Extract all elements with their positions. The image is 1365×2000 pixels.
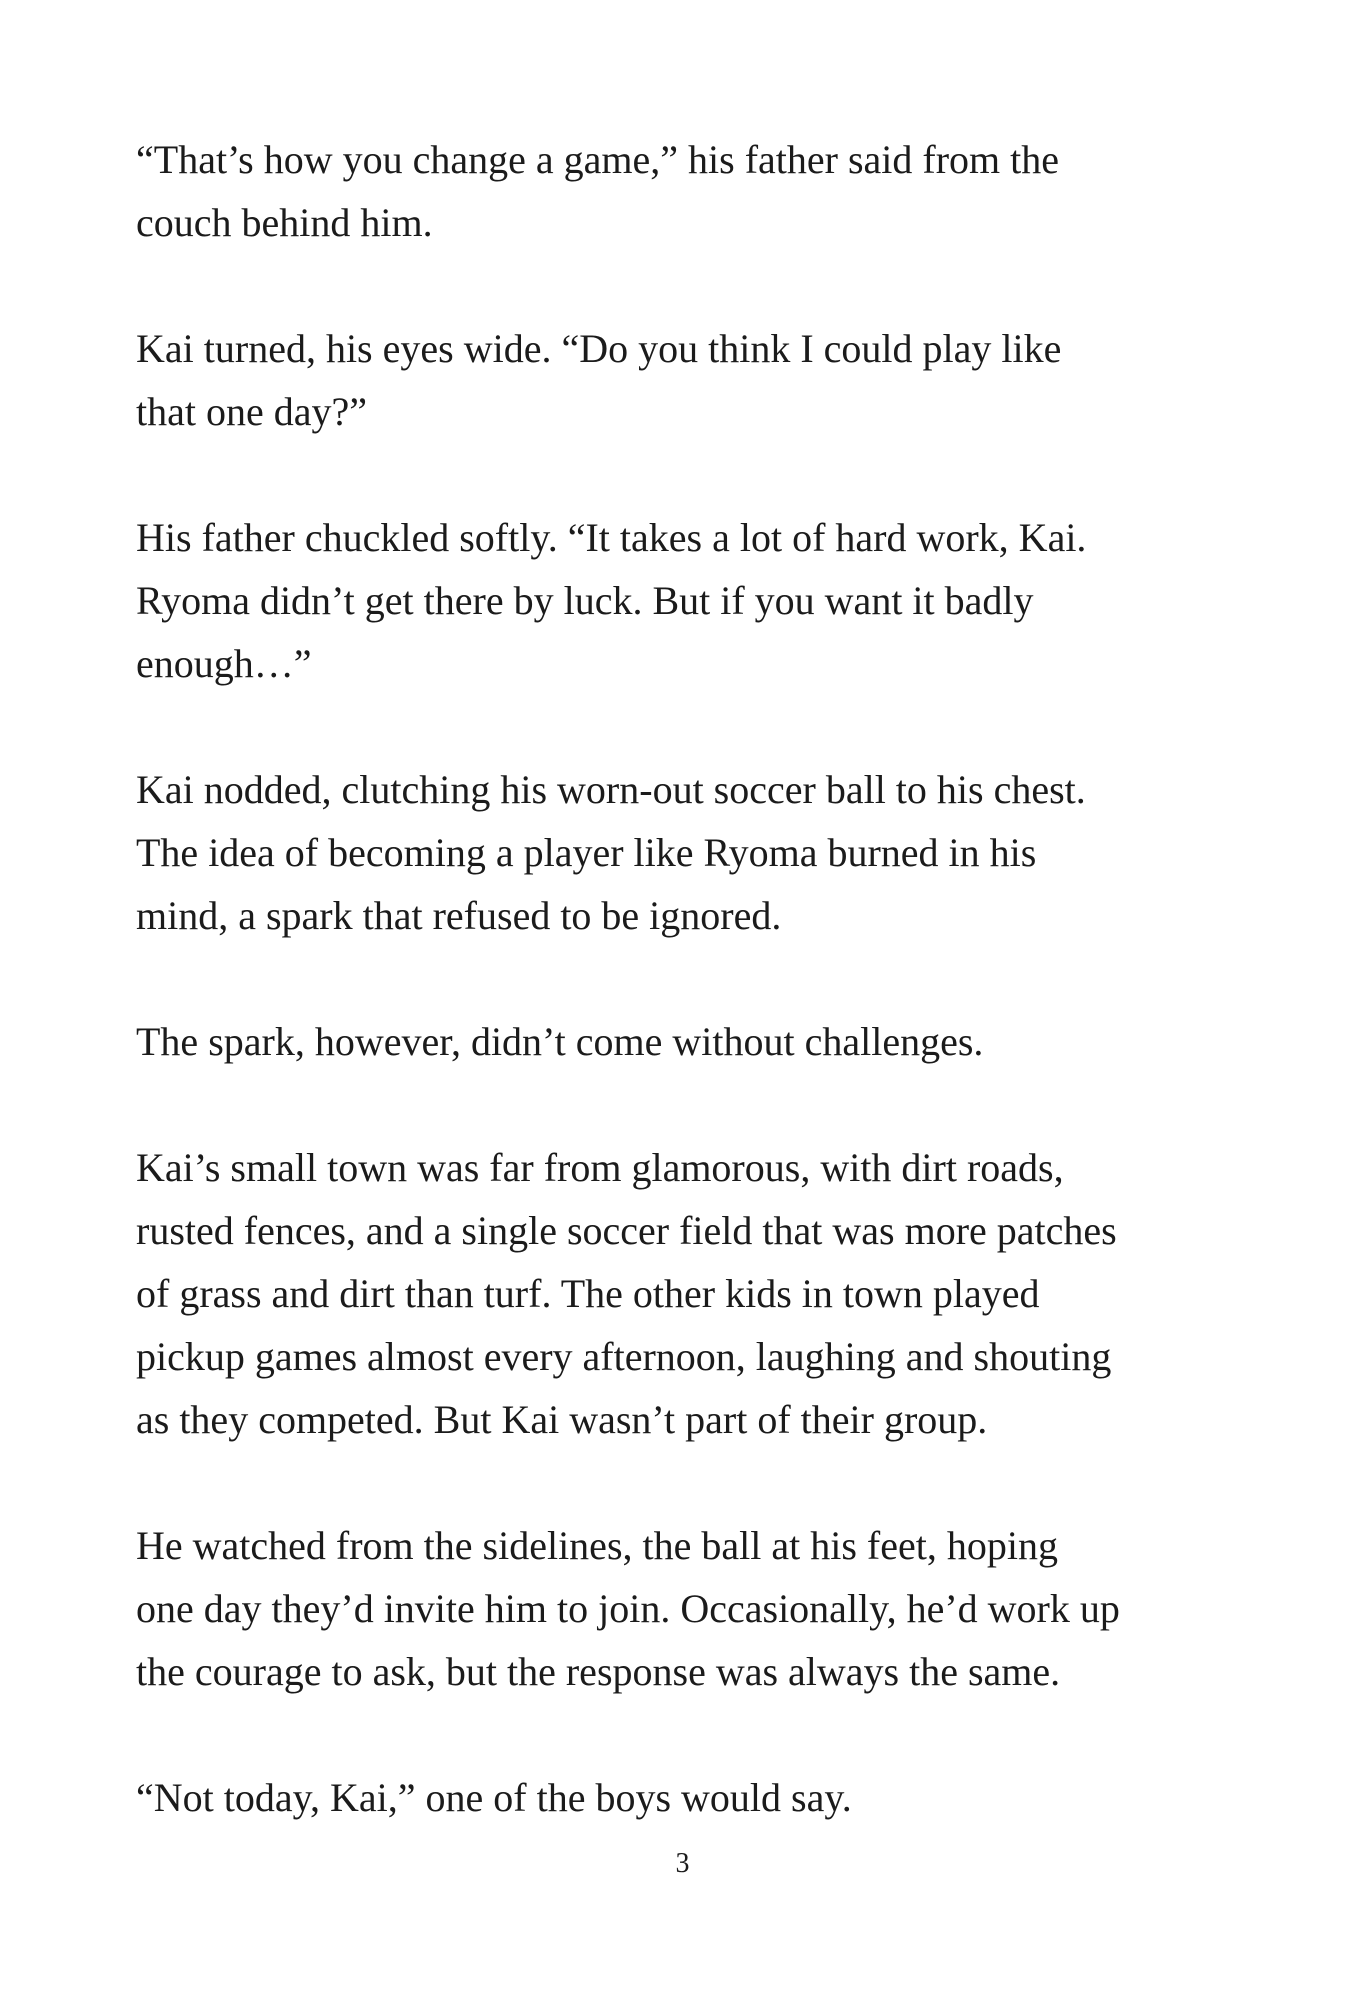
paragraph: The spark, however, didn’t come without challenges. <box>136 1019 984 1064</box>
page-number: 3 <box>675 1848 690 1879</box>
paragraph: Kai turned, his eyes wide. “Do you think I could play like that one day?” <box>136 326 1062 434</box>
paragraph: His father chuckled softly. “It takes a lot of hard work, Kai. Ryoma didn’t get there by luck. But if you want it badly enough…” <box>136 515 1087 686</box>
paragraph: He watched from the sidelines, the ball at his feet, hoping one day they’d invite him to join. Occasionally, he’d work up the courage to ask, but the response was always the same. <box>136 1523 1120 1694</box>
paragraph: Kai’s small town was far from glamorous, with dirt roads, rusted fences, and a single soccer field that was more patches of grass and dirt than turf. The other kids in town played pickup games almost every afternoon, laughing and shouting as they competed. But Kai wasn’t part of their group. <box>136 1145 1117 1442</box>
page-body-text <box>136 128 1256 1892</box>
paragraph: “That’s how you change a game,” his father said from the couch behind him. <box>136 137 1060 245</box>
paragraph: Kai nodded, clutching his worn-out soccer ball to his chest. The idea of becoming a player like Ryoma burned in his mind, a spark that refused to be ignored. <box>136 767 1086 938</box>
paragraph: “Not today, Kai,” one of the boys would say. <box>136 1775 852 1820</box>
